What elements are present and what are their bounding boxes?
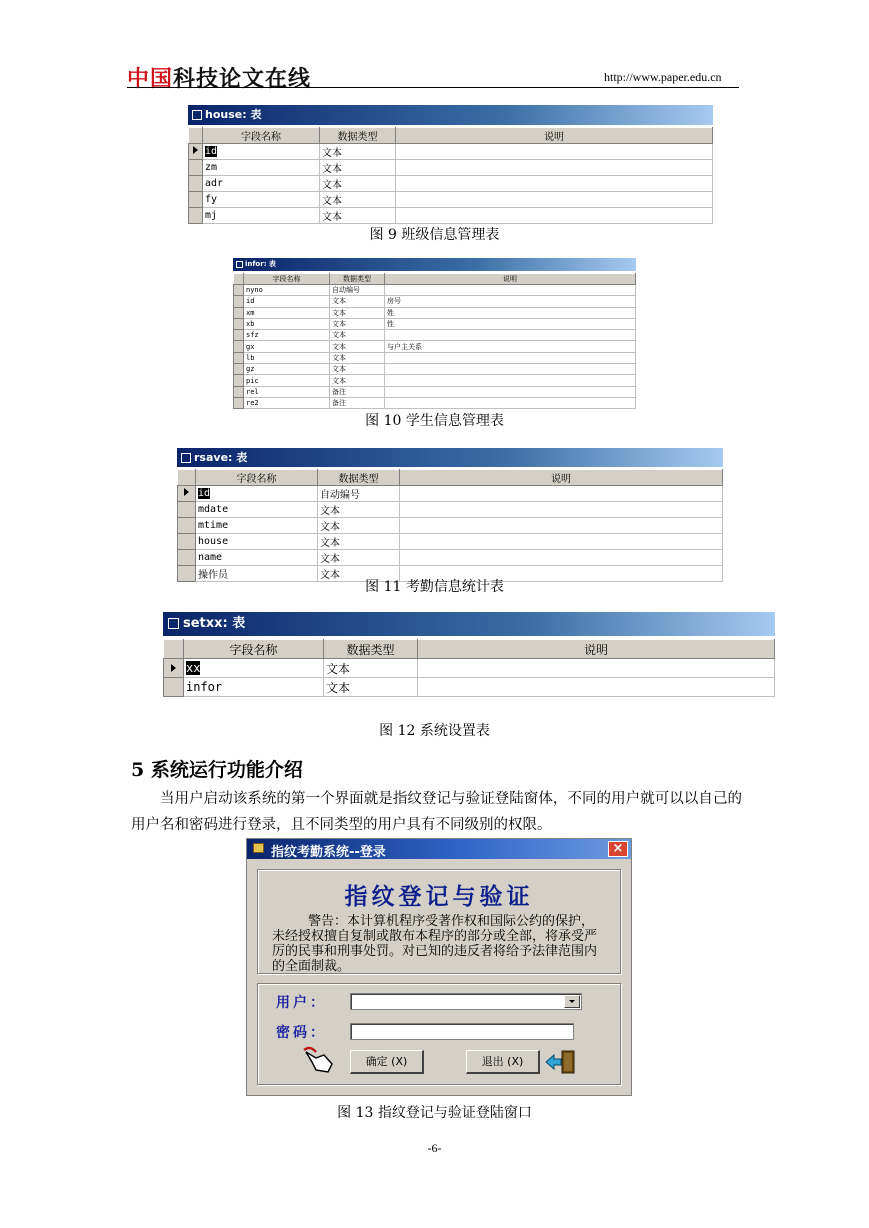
house-table-window <box>188 105 713 223</box>
close-button[interactable] <box>608 841 628 857</box>
field-type[interactable]: 文本 <box>320 160 396 176</box>
field-name[interactable]: name <box>196 550 318 566</box>
field-desc[interactable]: 姓 <box>385 307 636 318</box>
table-row[interactable] <box>234 296 636 307</box>
setxx-table-grid <box>163 639 775 697</box>
rsave-table-grid <box>177 469 723 582</box>
field-name[interactable]: id <box>244 296 330 307</box>
corner-cell <box>164 640 184 659</box>
password-label: 密码： <box>276 1025 327 1041</box>
table-row[interactable] <box>178 502 723 518</box>
row-selector[interactable] <box>164 678 184 697</box>
row-selector[interactable] <box>189 192 203 208</box>
row-selector[interactable] <box>189 160 203 176</box>
field-name[interactable]: adr <box>203 176 320 192</box>
field-type[interactable]: 文本 <box>318 550 400 566</box>
field-desc[interactable] <box>385 397 636 408</box>
corner-cell <box>178 470 196 486</box>
table-row[interactable] <box>178 518 723 534</box>
field-name[interactable]: id <box>198 488 211 499</box>
row-selector[interactable] <box>189 144 203 160</box>
figure-12-caption: 图 12 系统设置表 <box>379 723 490 739</box>
section-heading: 5 系统运行功能介绍 <box>131 759 303 781</box>
field-desc[interactable]: 性 <box>385 318 636 329</box>
table-row[interactable] <box>178 534 723 550</box>
row-selector[interactable] <box>178 502 196 518</box>
field-type[interactable]: 备注 <box>330 386 385 397</box>
row-selector[interactable] <box>234 386 244 397</box>
table-row[interactable] <box>178 550 723 566</box>
chevron-down-icon[interactable] <box>564 995 580 1008</box>
header-rule <box>127 87 739 88</box>
field-type[interactable]: 文本 <box>330 375 385 386</box>
table-row[interactable] <box>234 352 636 363</box>
infor-table-titlebar <box>233 258 636 271</box>
table-row[interactable] <box>164 678 775 697</box>
login-dialog-title: 指纹考勤系统--登录 <box>271 845 386 860</box>
field-name[interactable]: zm <box>203 160 320 176</box>
field-name[interactable]: xm <box>244 307 330 318</box>
table-row[interactable] <box>189 176 713 192</box>
field-type[interactable]: 文本 <box>330 352 385 363</box>
infor-table-title: infor: 表 <box>245 260 276 268</box>
setxx-table-window <box>163 612 775 700</box>
field-type[interactable]: 自动编号 <box>330 285 385 296</box>
row-selector[interactable] <box>234 285 244 296</box>
ok-button[interactable]: 确定 (X) <box>350 1050 424 1074</box>
table-row[interactable] <box>234 375 636 386</box>
field-name[interactable]: lb <box>244 352 330 363</box>
row-selector[interactable] <box>178 534 196 550</box>
house-table-title: house: 表 <box>205 108 262 121</box>
field-name[interactable]: gx <box>244 341 330 352</box>
row-selector[interactable] <box>234 364 244 375</box>
field-type[interactable]: 文本 <box>320 192 396 208</box>
login-dialog-titlebar[interactable] <box>247 839 631 859</box>
field-desc[interactable] <box>400 518 723 534</box>
field-name[interactable]: xx <box>186 661 201 675</box>
col-header-field[interactable]: 字段名称 <box>184 640 324 659</box>
field-type[interactable]: 自动编号 <box>318 486 400 502</box>
row-selector[interactable] <box>234 318 244 329</box>
row-selector[interactable] <box>234 296 244 307</box>
table-icon <box>192 110 202 120</box>
table-icon <box>168 618 179 629</box>
table-row[interactable] <box>189 208 713 224</box>
row-selector[interactable] <box>178 518 196 534</box>
field-name[interactable]: nyno <box>244 285 330 296</box>
field-name[interactable]: id <box>205 146 218 157</box>
row-selector[interactable] <box>234 397 244 408</box>
col-header-desc[interactable]: 说明 <box>400 470 723 486</box>
field-type[interactable]: 文本 <box>330 341 385 352</box>
table-row[interactable] <box>234 330 636 341</box>
table-row[interactable] <box>164 659 775 678</box>
header-url: http://www.paper.edu.cn <box>604 70 722 84</box>
field-name[interactable]: pic <box>244 375 330 386</box>
field-desc[interactable] <box>418 678 775 697</box>
field-type[interactable]: 备注 <box>330 397 385 408</box>
field-desc[interactable] <box>385 375 636 386</box>
table-icon <box>236 261 243 268</box>
lock-icon <box>253 843 264 853</box>
field-desc[interactable] <box>396 144 713 160</box>
user-select-value <box>351 999 354 1012</box>
col-header-type[interactable]: 数据类型 <box>324 640 418 659</box>
field-name[interactable]: rel <box>244 386 330 397</box>
field-name[interactable]: re2 <box>244 397 330 408</box>
field-desc[interactable] <box>418 659 775 678</box>
row-selector[interactable] <box>234 307 244 318</box>
field-type[interactable]: 文本 <box>330 318 385 329</box>
field-name[interactable]: house <box>196 534 318 550</box>
row-selector[interactable] <box>178 486 196 502</box>
corner-cell <box>189 128 203 144</box>
setxx-table-title: setxx: 表 <box>183 616 246 631</box>
table-row[interactable] <box>178 486 723 502</box>
infor-table-grid <box>233 273 636 409</box>
field-type[interactable]: 文本 <box>318 518 400 534</box>
field-desc[interactable] <box>400 502 723 518</box>
password-field[interactable] <box>350 1023 574 1040</box>
house-table-grid <box>188 127 713 224</box>
field-name[interactable]: sfz <box>244 330 330 341</box>
row-selector[interactable] <box>234 375 244 386</box>
figure-9-caption: 图 9 班级信息管理表 <box>369 227 500 243</box>
field-type[interactable]: 文本 <box>330 307 385 318</box>
figure-10-caption: 图 10 学生信息管理表 <box>365 413 504 429</box>
field-type[interactable]: 文本 <box>320 176 396 192</box>
rsave-table-titlebar <box>177 448 723 467</box>
section-paragraph: 当用户启动该系统的第一个界面就是指纹登记与验证登陆窗体，不同的用户就可以以自己的用户名和密码进行登录，且不同类型的用户具有不同级别的权限。 <box>131 791 742 833</box>
field-desc[interactable] <box>385 386 636 397</box>
row-selector[interactable] <box>189 208 203 224</box>
infor-table-window <box>233 258 636 408</box>
field-type[interactable]: 文本 <box>318 566 400 582</box>
current-row-arrow-icon <box>193 146 198 154</box>
rsave-table-title: rsave: 表 <box>194 451 248 464</box>
setxx-table-titlebar <box>163 612 775 636</box>
field-desc[interactable] <box>385 364 636 375</box>
user-select[interactable] <box>350 993 582 1010</box>
field-name[interactable]: fy <box>203 192 320 208</box>
table-row[interactable] <box>234 318 636 329</box>
table-row[interactable] <box>234 397 636 408</box>
rsave-table-window <box>177 448 723 581</box>
warning-frame <box>257 869 621 974</box>
row-selector[interactable] <box>189 176 203 192</box>
corner-cell <box>234 274 244 285</box>
table-icon <box>181 453 191 463</box>
field-desc[interactable] <box>400 486 723 502</box>
field-type[interactable]: 文本 <box>318 502 400 518</box>
current-row-arrow-icon <box>184 488 189 496</box>
field-type[interactable]: 文本 <box>320 144 396 160</box>
field-type[interactable]: 文本 <box>330 296 385 307</box>
row-selector[interactable] <box>164 659 184 678</box>
col-header-type[interactable]: 数据类型 <box>318 470 400 486</box>
row-selector[interactable] <box>234 330 244 341</box>
field-name[interactable]: mdate <box>196 502 318 518</box>
figure-11-caption: 图 11 考勤信息统计表 <box>365 579 504 595</box>
field-desc[interactable] <box>385 330 636 341</box>
field-name[interactable]: mj <box>203 208 320 224</box>
journal-logo <box>127 62 311 93</box>
col-header-field[interactable]: 字段名称 <box>244 274 330 285</box>
field-name[interactable]: mtime <box>196 518 318 534</box>
field-desc[interactable] <box>396 192 713 208</box>
field-desc[interactable] <box>400 550 723 566</box>
page-number: -6- <box>427 1141 442 1155</box>
field-type[interactable]: 文本 <box>320 208 396 224</box>
login-form-frame <box>257 983 621 1085</box>
field-desc[interactable] <box>396 160 713 176</box>
field-desc[interactable] <box>396 176 713 192</box>
logo-red-text: 中国 <box>127 67 174 92</box>
table-row[interactable] <box>234 285 636 296</box>
col-header-type[interactable]: 数据类型 <box>320 128 396 144</box>
row-selector[interactable] <box>234 341 244 352</box>
table-row[interactable] <box>234 307 636 318</box>
field-name[interactable]: xb <box>244 318 330 329</box>
table-row[interactable] <box>234 364 636 375</box>
col-header-type[interactable]: 数据类型 <box>330 274 385 285</box>
field-type[interactable]: 文本 <box>330 330 385 341</box>
exit-button[interactable]: 退出 (X) <box>466 1050 540 1074</box>
field-name[interactable]: infor <box>184 678 324 697</box>
table-row[interactable] <box>234 341 636 352</box>
figure-13-caption: 图 13 指纹登记与验证登陆窗口 <box>337 1105 532 1121</box>
table-row[interactable] <box>189 192 713 208</box>
field-type[interactable]: 文本 <box>324 678 418 697</box>
copyright-warning: 警告：本计算机程序受著作权和国际公约的保护，未经授权擅自复制或散布本程序的部分或全部，将承受严厉的民事和刑事处罚。对已知的违反者将给予法律范围内的全面制裁。 <box>272 914 598 974</box>
row-selector[interactable] <box>234 352 244 363</box>
user-label: 用户： <box>276 995 327 1011</box>
field-type[interactable]: 文本 <box>324 659 418 678</box>
col-header-field[interactable]: 字段名称 <box>203 128 320 144</box>
field-desc[interactable] <box>400 534 723 550</box>
fingerprint-pointer-icon <box>302 1046 342 1076</box>
col-header-desc[interactable]: 说明 <box>396 128 713 144</box>
field-desc[interactable] <box>385 352 636 363</box>
dialog-heading: 指纹登记与验证 <box>344 883 534 910</box>
exit-door-icon <box>544 1048 578 1076</box>
close-icon: × <box>612 841 624 856</box>
table-row[interactable] <box>234 386 636 397</box>
col-header-desc[interactable]: 说明 <box>385 274 636 285</box>
field-name[interactable]: gz <box>244 364 330 375</box>
field-desc[interactable]: 房号 <box>385 296 636 307</box>
logo-black-text: 科技论文在线 <box>173 67 312 92</box>
field-desc[interactable]: 与户主关系 <box>385 341 636 352</box>
field-type[interactable]: 文本 <box>330 364 385 375</box>
current-row-arrow-icon <box>171 664 176 672</box>
table-row[interactable] <box>189 144 713 160</box>
house-table-titlebar <box>188 105 713 125</box>
table-row[interactable] <box>189 160 713 176</box>
row-selector[interactable] <box>178 550 196 566</box>
col-header-desc[interactable]: 说明 <box>418 640 775 659</box>
col-header-field[interactable]: 字段名称 <box>196 470 318 486</box>
login-dialog-window <box>246 838 632 1096</box>
field-desc[interactable] <box>385 285 636 296</box>
field-name[interactable]: 操作员 <box>196 566 318 582</box>
field-type[interactable]: 文本 <box>318 534 400 550</box>
field-desc[interactable] <box>396 208 713 224</box>
